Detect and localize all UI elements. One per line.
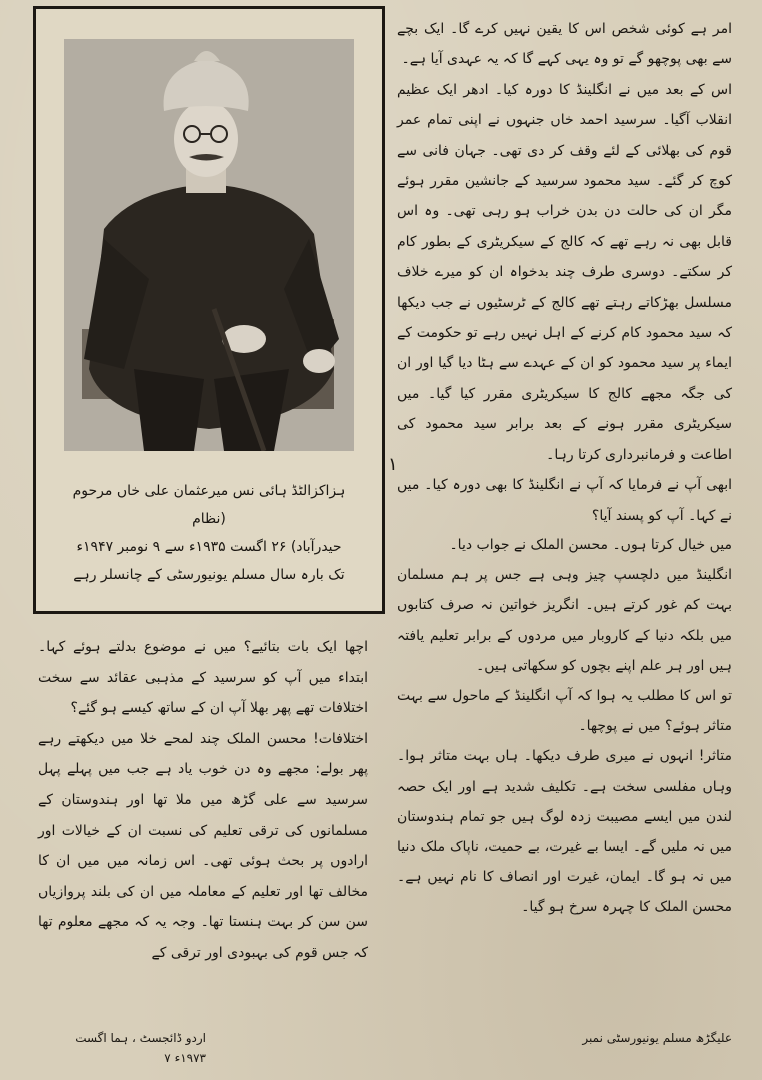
paragraph: ابھی آپ نے فرمایا کہ آپ نے انگلینڈ کا بھی دورہ کیا۔ میں نے کہا۔ آپ کو پسند آیا؟ <box>397 477 732 524</box>
paragraph: اختلافات! محسن الملک چند لمحے خلا میں دیکھتے رہے پھر بولے: مجھے وہ دن خوب یاد ہے جب میں پہلے پہل سرسید سے علی گڑھ میں ملا تھا اور ہندوستان کے مسلمانوں کی ترقی تعلیم کی نسبت ان کے خیالات اور ارادوں پر بحث ہوئی تھی۔ اس زمانہ میں میں ان کا مخالف تھا اور تعلیم کے معاملہ میں ان کی بلند پروازیاں سن سن کر بہت ہنستا تھا۔ وجہ یہ کہ مجھے معلوم تھا کہ جس قوم کی بہبودی اور ترقی کے <box>38 730 368 961</box>
photo-box <box>33 6 385 614</box>
paragraph: تو اس کا مطلب یہ ہوا کہ آپ انگلینڈ کے ماحول سے بہت متاثر ہوئے؟ میں نے پوچھا۔ <box>397 688 732 735</box>
paragraph: امر ہے کوئی شخص اس کا یقین نہیں کرے گا۔ ایک بچے سے بھی پوچھو گے تو وہ یہی کہے گا کہ یہ عہدی آیا ہے۔ <box>397 21 732 68</box>
column-divider-mark: ١ <box>388 454 398 475</box>
paragraph: متاثر! انہوں نے میری طرف دیکھا۔ ہاں بہت متاثر ہوا۔ وہاں مفلسی سخت ہے۔ تکلیف شدید ہے اور ایک حصہ لندن میں ایسے مصیبت زدہ لوگ ہیں جو تمام ہندوستان میں نہ ملیں گے۔ ایسا بے غیرت، بے حمیت، ناپاک ملک دنیا میں نہ ہو گا۔ ایمان، غیرت اور انصاف کا نام نہیں ہے۔ محسن الملک کا چہرہ سرخ ہو گیا۔ <box>397 748 732 916</box>
footer-issue-info: اردو ڈائجسٹ ، ہما اگست ۱۹۷۳ء ۷ <box>75 1031 206 1065</box>
portrait-photo <box>64 39 354 451</box>
right-column-bottom <box>397 530 732 923</box>
paragraph: انگلینڈ میں دلچسپ چیز وہی ہے جس پر ہم مسلمان بہت کم غور کرتے ہیں۔ انگریز خواتین نہ صرف کتابوں میں بلکہ دنیا کے کاروبار میں مردوں کے برابر تعلیم یافتہ ہیں اور ہر علم اپنے بچوں کو سکھاتی ہیں۔ <box>397 567 732 674</box>
photo-caption <box>54 477 364 597</box>
portrait-illustration <box>64 39 354 451</box>
paragraph: اچھا ایک بات بتائیے؟ میں نے موضوع بدلتے ہوئے کہا۔ ابتداء میں آپ کو سرسید کے مذہبی عقائد سے سخت اختلافات تھے پھر بھلا آپ ان کے ساتھ کیسے ہو گئے؟ <box>38 639 368 717</box>
footer-section-title: علیگڑھ مسلم یونیورسٹی نمبر <box>582 1031 732 1045</box>
caption-line: حیدرآباد) ۲۶ اگست ۱۹۳۵ء سے ۹ نومبر ۱۹۴۷ء <box>76 539 342 555</box>
right-column-top <box>397 14 732 531</box>
caption-line: ہزاکزالٹڈ ہائی نس میرعثمان علی خاں مرحوم (نظام <box>72 483 346 527</box>
paragraph: میں خیال کرتا ہوں۔ محسن الملک نے جواب دیا۔ <box>449 537 732 553</box>
caption-line: تک بارہ سال مسلم یونیورسٹی کے چانسلر رہے <box>73 567 345 583</box>
left-column <box>38 632 368 969</box>
paragraph: اس کے بعد میں نے انگلینڈ کا دورہ کیا۔ ادھر ایک عظیم انقلاب آگیا۔ سرسید احمد خاں جنہوں نے اپنی تمام عمر قوم کی بھلائی کے لئے وقف کر دی تھی۔ جہان فانی سے کوچ کر گئے۔ سید محمود سرسید کے جانشین مقرر ہوئے مگر ان کی حالت دن بدن خراب ہو رہی تھی۔ وہ اس قابل بھی نہ رہے تھے کہ کالج کے سیکریٹری کے بطور کام کر سکتے۔ دوسری طرف چند بدخواہ ان کو میرے خلاف مسلسل بھڑکاتے رہتے تھے کالج کے ٹرسٹیوں نے جب دیکھا کہ سید محمود کام کرنے کے اہل نہیں رہے تو حکومت کے ایماء پر سید محمود کو ان کے عہدے سے ہٹا دیا گیا اور ان کی جگہ مجھے کالج کا سیکریٹری مقرر کیا گیا۔ میں سیکریٹری مقرر ہونے کے بعد برابر سید محمود کی اطاعت و فرمانبرداری کرتا رہا۔ <box>397 81 732 463</box>
